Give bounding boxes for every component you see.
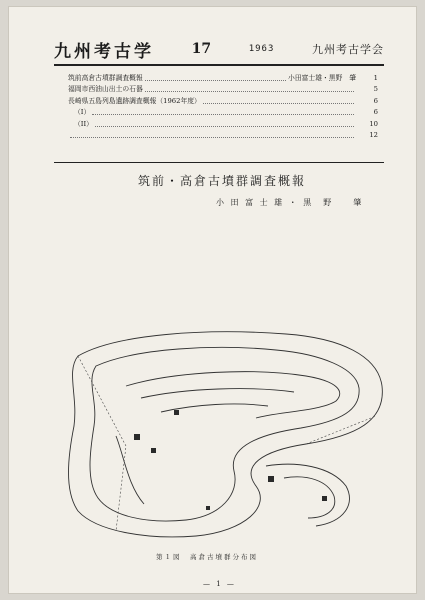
tumulus-marker xyxy=(268,476,274,482)
contour-ridge xyxy=(266,464,349,526)
road-line xyxy=(306,416,376,444)
tumulus-marker xyxy=(174,410,179,415)
journal-header xyxy=(54,34,384,64)
toc-title: （II） xyxy=(74,119,93,128)
toc-author: 小田富士雄・黒野 肇 xyxy=(288,73,356,82)
toc-page: 12 xyxy=(369,131,378,140)
toc-leader xyxy=(92,114,354,115)
toc-item xyxy=(68,95,378,107)
toc-leader xyxy=(95,126,354,127)
tumulus-marker xyxy=(151,448,156,453)
contour-inner xyxy=(90,347,359,521)
toc-page: 1 xyxy=(373,73,378,82)
contour-ridge xyxy=(116,436,144,504)
page xyxy=(8,6,417,594)
article-title: 筑前・高倉古墳群調査概報 xyxy=(138,174,307,188)
issue-year: 1963 xyxy=(248,44,275,54)
toc-item xyxy=(68,84,378,96)
toc-item xyxy=(68,118,378,130)
tumulus-distribution-map xyxy=(56,326,386,541)
toc-page: 6 xyxy=(373,108,378,117)
toc-item xyxy=(68,72,378,84)
article-authors: 小 田 富 士 雄 ・ 黒 野 肇 xyxy=(216,198,364,207)
toc-page: 5 xyxy=(373,85,378,94)
society-name: 九州考古学会 xyxy=(312,43,384,56)
toc-title: 筑前高倉古墳群調査概報 xyxy=(68,73,143,82)
issue-number: 17 xyxy=(191,41,212,57)
map-caption: 第１図 高倉古墳群分布図 xyxy=(156,553,258,561)
contour-ridge xyxy=(141,389,294,398)
toc-leader xyxy=(145,80,286,81)
toc-rule xyxy=(54,162,384,163)
tumulus-marker xyxy=(206,506,210,510)
toc-leader xyxy=(70,137,354,138)
page-number: — 1 — xyxy=(203,580,236,588)
toc-page: 10 xyxy=(369,119,378,128)
tumulus-marker xyxy=(134,434,140,440)
toc-title: 福岡市西油山出土の石器 xyxy=(68,85,143,94)
contour-outer xyxy=(69,332,383,537)
toc-title: （I） xyxy=(74,108,91,117)
toc-leader xyxy=(203,103,354,104)
toc-page: 6 xyxy=(373,96,378,105)
table-of-contents xyxy=(68,72,378,141)
journal-title: 九州考古学 xyxy=(54,41,154,62)
toc-item xyxy=(68,107,378,119)
contour-ridge xyxy=(284,477,335,518)
toc-leader xyxy=(145,91,354,92)
toc-item xyxy=(68,130,378,142)
tumulus-marker xyxy=(322,496,327,501)
toc-title: 長崎県五島列島遺跡調査概報（1962年度） xyxy=(68,96,201,105)
header-rule xyxy=(54,64,384,66)
